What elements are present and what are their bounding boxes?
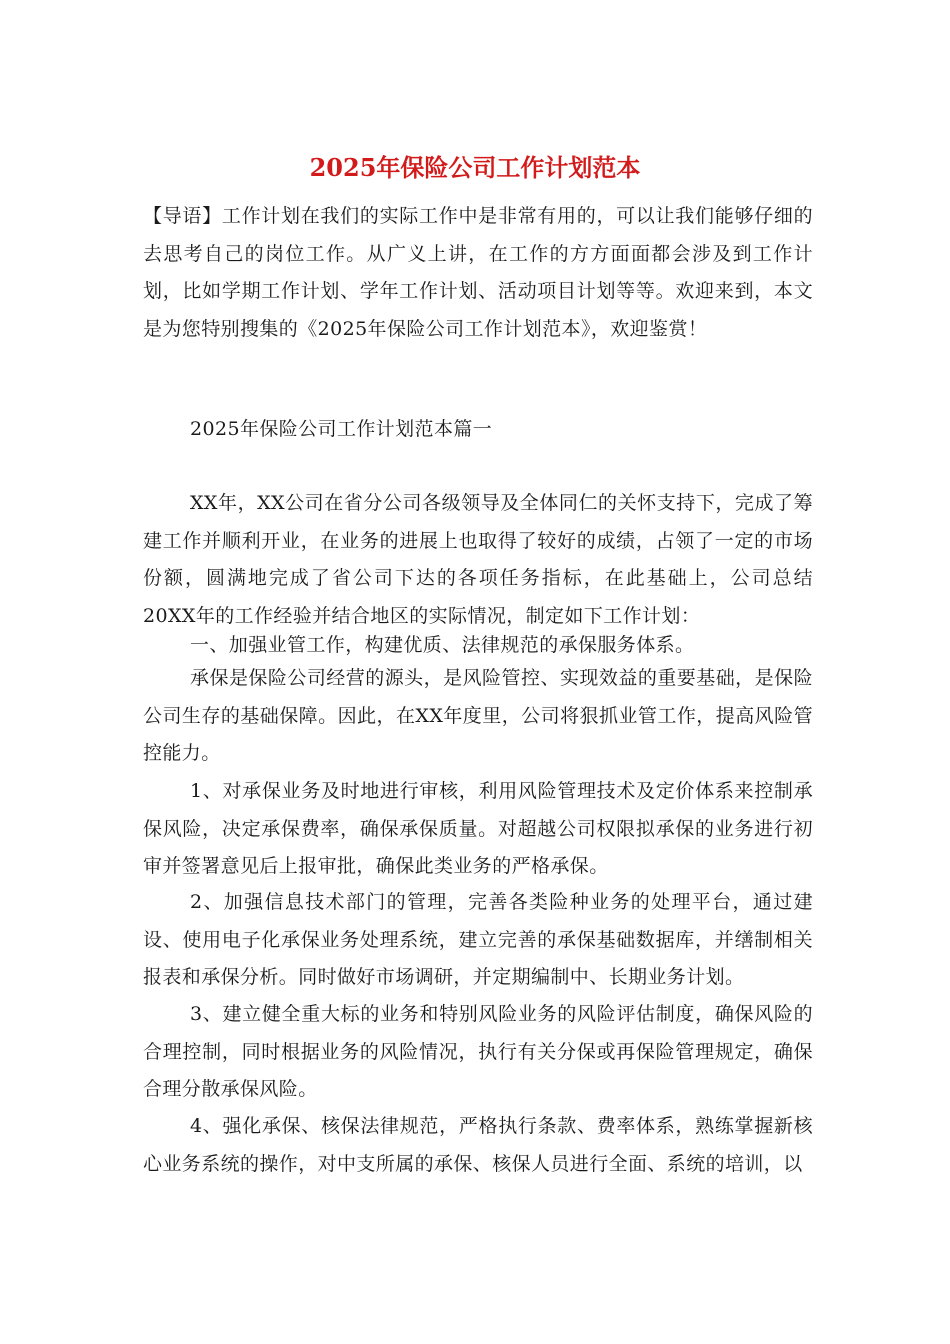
body-paragraph: 4、强化承保、核保法律规范，严格执行条款、费率体系，熟练掌握新核心业务系统的操作，对中支所属的承保、核保人员进行全面、系统的培训，以 [143, 1115, 813, 1175]
body-paragraph: 一、加强业管工作，构建优质、法律规范的承保服务体系。 [190, 634, 695, 656]
intro-paragraph: 【导语】工作计划在我们的实际工作中是非常有用的，可以让我们能够仔细的去思考自己的岗位工作。从广义上讲，在工作的方方面面都会涉及到工作计划，比如学期工作计划、学年工作计划、活动项目计划等等。欢迎来到，本文是为您特别搜集的《2025年保险公司工作计划范本》，欢迎鉴赏！ [143, 205, 813, 340]
body-paragraph: XX年，XX公司在省分公司各级领导及全体同仁的关怀支持下，完成了筹建工作并顺利开业，在业务的进展上也取得了较好的成绩，占领了一定的市场份额，圆满地完成了省公司下达的各项任务指标，在此基础上，公司总结20XX年的工作经验并结合地区的实际情况，制定如下工作计划： [143, 492, 813, 627]
document-title: 2025年保险公司工作计划范本 [309, 153, 641, 182]
body-paragraph: 承保是保险公司经营的源头，是风险管控、实现效益的重要基础，是保险公司生存的基础保障。因此，在XX年度里，公司将狠抓业管工作，提高风险管控能力。 [143, 667, 813, 764]
body-paragraph: 2、加强信息技术部门的管理，完善各类险种业务的处理平台，通过建设、使用电子化承保业务处理系统，建立完善的承保基础数据库，并缮制相关报表和承保分析。同时做好市场调研，并定期编制中、长期业务计划。 [143, 891, 813, 988]
section-heading: 2025年保险公司工作计划范本篇一 [190, 418, 493, 440]
body-paragraph: 3、建立健全重大标的业务和特别风险业务的风险评估制度，确保风险的合理控制，同时根据业务的风险情况，执行有关分保或再保险管理规定，确保合理分散承保风险。 [143, 1003, 813, 1100]
body-paragraph: 1、对承保业务及时地进行审核，利用风险管理技术及定价体系来控制承保风险，决定承保费率，确保承保质量。对超越公司权限拟承保的业务进行初审并签署意见后上报审批，确保此类业务的严格承保。 [143, 780, 813, 877]
